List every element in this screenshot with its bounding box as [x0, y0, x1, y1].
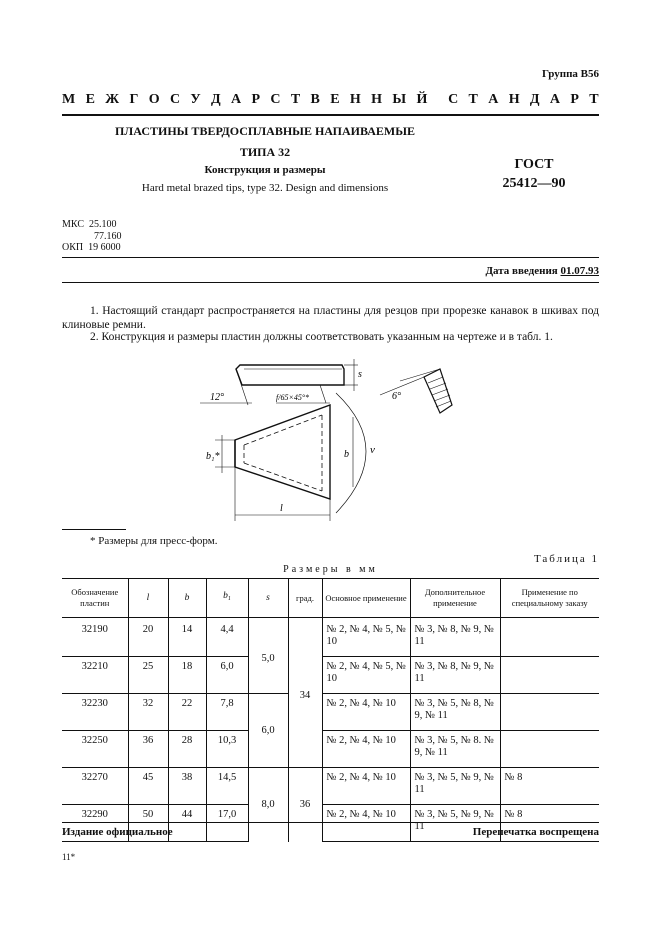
cell-extra-use: № 3, № 5, № 8, № 9, № 11: [410, 694, 500, 731]
banner-letter: Е: [330, 92, 340, 107]
cell-special-use: [500, 731, 599, 768]
col-s: s: [248, 579, 288, 618]
banner-letter: Н: [349, 92, 361, 107]
cell-l: 20: [128, 618, 168, 657]
page-mark: 11*: [62, 852, 76, 862]
cell-special-use: № 8: [500, 768, 599, 805]
gost-number: 25412—90: [502, 176, 566, 191]
table-row: [62, 618, 599, 657]
mks-value-2: 77.160: [94, 230, 122, 242]
nu-label: ν: [370, 444, 375, 456]
col-b1-sub: 1: [227, 596, 231, 602]
cell-b1: 7,8: [206, 694, 248, 731]
table-header-row: [62, 579, 599, 618]
chamfer-label: f/65×45°*: [276, 393, 310, 402]
intro-date-value: 01.07.93: [560, 265, 599, 277]
col-extra-use: Дополнительное применение: [410, 579, 500, 618]
cell-special-use: [500, 694, 599, 731]
gost-label: ГОСТ: [514, 157, 554, 172]
l-label: l: [280, 503, 283, 514]
banner-letter: Й: [416, 92, 428, 107]
cell-l: 50: [128, 805, 168, 842]
footer-rule: [62, 822, 599, 823]
okp-value: 19 6000: [88, 242, 121, 253]
cell-extra-use: № 3, № 8, № 9, № 11: [410, 618, 500, 657]
dimensions-table: [62, 578, 599, 842]
banner-letter: Ы: [392, 92, 407, 107]
cell-b1: 10,3: [206, 731, 248, 768]
cell-extra-use: № 3, № 5, № 8. № 9, № 11: [410, 731, 500, 768]
cell-extra-use: № 3, № 5, № 9, № 11: [410, 805, 500, 842]
footnote: * Размеры для пресс-форм.: [90, 535, 218, 547]
cell-b: 28: [168, 731, 206, 768]
cell-b: 38: [168, 768, 206, 805]
banner-letter: У: [190, 92, 201, 107]
plate-plan-view: [235, 405, 330, 499]
banner-letter: В: [310, 92, 320, 107]
cell-special-use: [500, 618, 599, 657]
banner-letter: А: [488, 92, 499, 107]
col-main-use: Основное применение: [322, 579, 410, 618]
title-line-1: ПЛАСТИНЫ ТВЕРДОСПЛАВНЫЕ НАПАИВАЕМЫЕ: [114, 124, 416, 138]
cell-s: 6,0: [248, 694, 288, 768]
cell-b: 14: [168, 618, 206, 657]
cell-l: 32: [128, 694, 168, 731]
banner-letter: Т: [468, 92, 478, 107]
tip-drawing: [160, 355, 460, 530]
col-designation: Обозначение пластин: [62, 579, 128, 618]
cell-designation: 32230: [62, 694, 128, 731]
cell-designation: 32250: [62, 731, 128, 768]
cell-main-use: № 2, № 4, № 10: [322, 694, 410, 731]
banner-letter: Р: [570, 92, 579, 107]
cell-l: 25: [128, 657, 168, 694]
cell-main-use: № 2, № 4, № 10: [322, 731, 410, 768]
table-row: [62, 731, 599, 768]
banner-letter: С: [448, 92, 459, 107]
intro-date-label: Дата введения: [485, 265, 558, 277]
table-row: [62, 768, 599, 805]
angle-12-label: 12°: [210, 392, 224, 403]
group-code: Группа В56: [541, 68, 599, 80]
cell-special-use: № 8: [500, 805, 599, 842]
cell-main-use: № 2, № 4, № 10: [322, 768, 410, 805]
mks-label: МКС: [62, 219, 84, 230]
title-english: Hard metal brazed tips, type 32. Design and dimensions: [141, 182, 389, 194]
banner-letter: М: [62, 92, 76, 107]
cell-b1: 14,5: [206, 768, 248, 805]
banner-letter: Е: [85, 92, 95, 107]
title-line-2: ТИПА 32: [239, 145, 291, 159]
cell-b: 18: [168, 657, 206, 694]
banner-letter: Н: [508, 92, 520, 107]
cell-b1: 4,4: [206, 618, 248, 657]
banner-letter: Т: [589, 92, 599, 107]
standard-banner: [62, 92, 599, 108]
cell-grad: 34: [288, 618, 322, 768]
reprint-notice: Перепечатка воспрещена: [472, 826, 599, 838]
title-line-3: Конструкция и размеры: [204, 164, 326, 176]
cell-b1: 6,0: [206, 657, 248, 694]
cell-s: 5,0: [248, 618, 288, 694]
table-row: [62, 657, 599, 694]
banner-letter: А: [549, 92, 561, 107]
paragraph-1: [62, 304, 599, 332]
s-label: s: [358, 369, 362, 380]
banner-letter: С: [270, 92, 281, 107]
banner-letter: Т: [290, 92, 301, 107]
cell-main-use: № 2, № 4, № 5, № 10: [322, 657, 410, 694]
b1-label: b₁*: [206, 451, 220, 462]
table-label: Таблица 1: [533, 553, 599, 565]
intro-date: [485, 265, 599, 277]
plate-side-view: [236, 365, 344, 385]
cell-extra-use: № 3, № 5, № 9, № 11: [410, 768, 500, 805]
edition-official: Издание официальное: [62, 826, 173, 838]
banner-rule: [62, 114, 599, 116]
banner-letter: Ж: [105, 92, 120, 107]
mks-value-1: 25.100: [88, 219, 117, 230]
paragraph-2-text: 2. Конструкция и размеры пластин должны соответствовать указанным на чертеже и в табл. 1.: [90, 331, 553, 343]
banner-letter: Д: [211, 92, 221, 107]
cell-main-use: № 2, № 4, № 5, № 10: [322, 618, 410, 657]
col-l: l: [128, 579, 168, 618]
cell-l: 36: [128, 731, 168, 768]
cell-designation: 32210: [62, 657, 128, 694]
header-rule: [62, 257, 599, 258]
cell-main-use: № 2, № 4, № 10: [322, 805, 410, 842]
cell-s: 8,0: [248, 768, 288, 842]
b-label: b: [344, 449, 349, 460]
cell-b1: 17,0: [206, 805, 248, 842]
cell-special-use: [500, 657, 599, 694]
banner-letter: Д: [529, 92, 540, 107]
col-special-use: Применение по специальному заказу: [500, 579, 599, 618]
col-b1: [206, 579, 248, 618]
cell-b: 44: [168, 805, 206, 842]
okp-label: ОКП: [62, 242, 84, 253]
cell-grad: 36: [288, 768, 322, 842]
col-b: b: [168, 579, 206, 618]
col-grad: град.: [288, 579, 322, 618]
gost-designation: [488, 155, 580, 193]
footnote-rule: [62, 529, 126, 530]
cell-extra-use: № 3, № 8, № 9, № 11: [410, 657, 500, 694]
classification-codes: [62, 219, 122, 254]
banner-letter: Г: [129, 92, 139, 107]
paragraph-1-text: 1. Настоящий стандарт распространяется на пластины для резцов при прорезке канавок в шкивах под клиновые ремни.: [62, 305, 599, 331]
angle-6-label: 6°: [392, 391, 401, 402]
cell-designation: 32190: [62, 618, 128, 657]
banner-letter: С: [169, 92, 181, 107]
banner-letter: Н: [371, 92, 383, 107]
banner-letter: О: [148, 92, 160, 107]
sizes-caption: Размеры в мм: [283, 564, 378, 575]
date-rule: [62, 282, 599, 283]
banner-letter: Р: [251, 92, 261, 107]
banner-letter: А: [231, 92, 242, 107]
cell-designation: 32270: [62, 768, 128, 805]
paragraph-2: [62, 330, 599, 344]
cell-l: 45: [128, 768, 168, 805]
cell-designation: 32290: [62, 805, 128, 842]
col-b1-main: b: [223, 591, 228, 601]
cell-b: 22: [168, 694, 206, 731]
table-row: [62, 694, 599, 731]
